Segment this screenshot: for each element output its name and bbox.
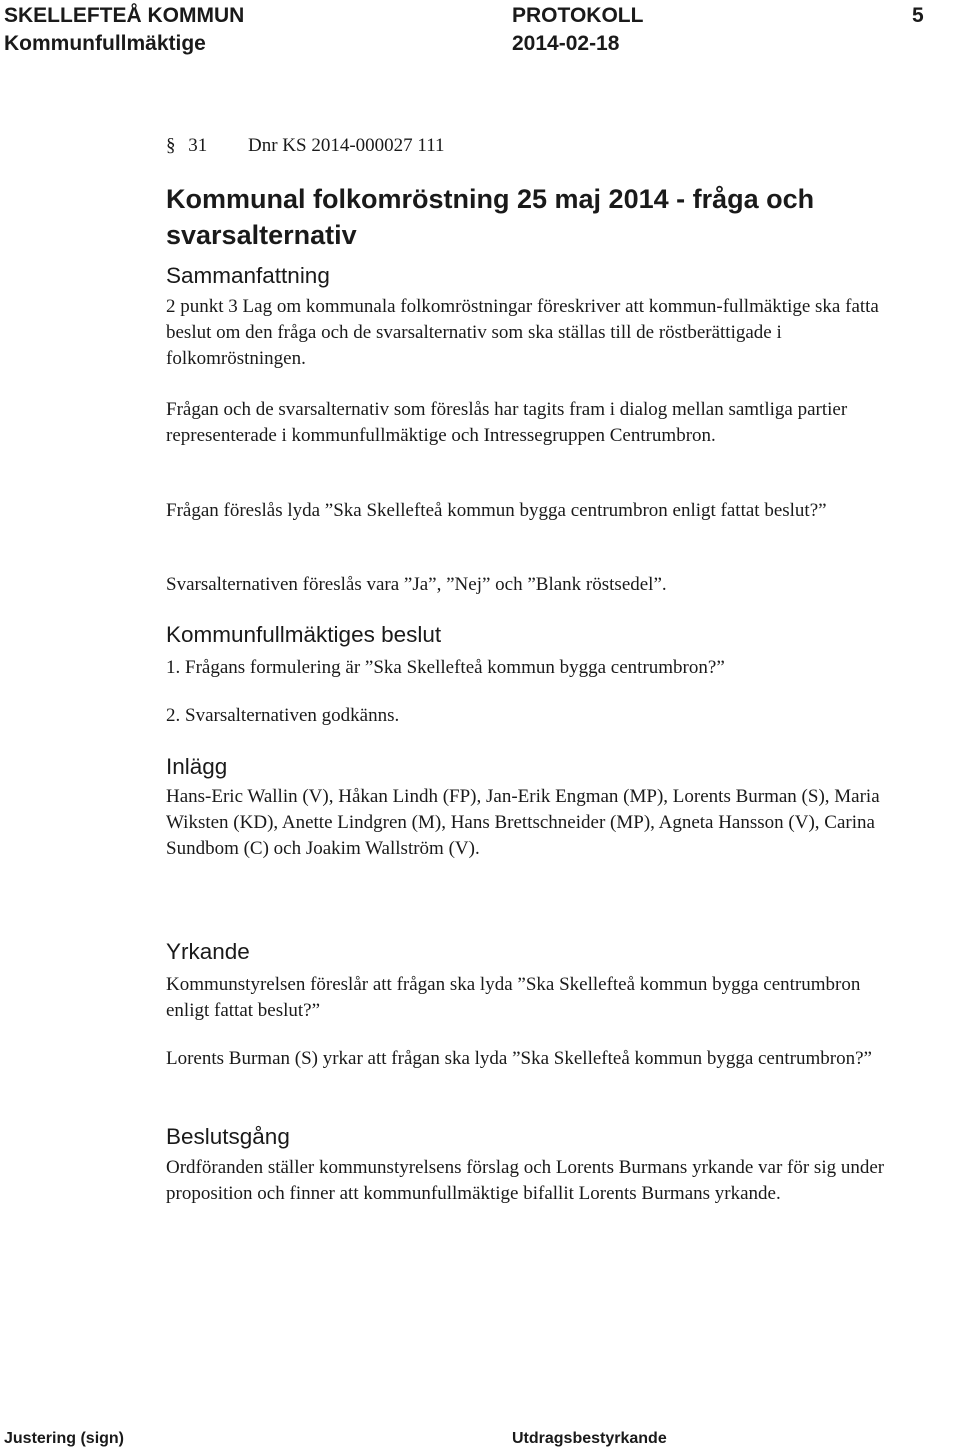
page-title: Kommunal folkomröstning 25 maj 2014 - fråga och svarsalternativ [166, 184, 815, 250]
header-doc-type: PROTOKOLL [512, 4, 644, 27]
summary-paragraph-4: Svarsalternativen föreslås vara ”Ja”, ”Nej” och ”Blank röstsedel”. [166, 574, 667, 595]
section-heading-sammanfattning: Sammanfattning [166, 263, 330, 288]
summary-paragraph-3: Frågan föreslås lyda ”Ska Skellefteå kommun bygga centrumbron enligt fattat beslut?” [166, 500, 827, 521]
footer-signature-label: Justering (sign) [4, 1430, 125, 1447]
header-org: SKELLEFTEÅ KOMMUN [4, 4, 245, 27]
motion-paragraph-2: Lorents Burman (S) yrkar att frågan ska lyda ”Ska Skellefteå kommun bygga centrumbron?” [166, 1048, 872, 1069]
speakers-paragraph: Hans-Eric Wallin (V), Håkan Lindh (FP), Jan-Erik Engman (MP), Lorents Burman (S), Maria Wiksten (KD), Anette Lindgren (M), Hans Brettschneider (MP), Agneta Hansson (V), Carina Sundbom (C) och Joakim Wallström (V). [166, 786, 880, 859]
case-reference [166, 133, 445, 159]
paragraph-number: 31 [188, 135, 208, 156]
section-heading-beslut: Kommunfullmäktiges beslut [166, 622, 442, 647]
section-heading-yrkande: Yrkande [166, 939, 250, 964]
motion-paragraph-1: Kommunstyrelsen föreslår att frågan ska lyda ”Ska Skellefteå kommun bygga centrumbron enligt fattat beslut?” [166, 974, 861, 1021]
decision-item-2: 2. Svarsalternativen godkänns. [166, 705, 400, 726]
footer-certification-label: Utdragsbestyrkande [512, 1430, 667, 1447]
procedure-paragraph: Ordföranden ställer kommunstyrelsens förslag och Lorents Burmans yrkande var för sig under proposition och finner att kommunfullmäktige bifallit Lorents Burmans yrkande. [166, 1157, 885, 1204]
paragraph-symbol: § [166, 135, 176, 156]
summary-paragraph-1: 2 punkt 3 Lag om kommunala folkomröstningar föreskriver att kommun-fullmäktige ska fatta beslut om den fråga och de svarsalternativ som ska ställas till de röstberättigade i folkomröstningen. [166, 296, 879, 369]
page-number: 5 [912, 4, 924, 27]
section-heading-inlagg: Inlägg [166, 754, 228, 779]
decision-item-1: 1. Frågans formulering är ”Ska Skellefteå kommun bygga centrumbron?” [166, 657, 725, 678]
section-heading-beslutsgang: Beslutsgång [166, 1124, 290, 1149]
dnr: Dnr KS 2014-000027 111 [248, 135, 445, 156]
header-date: 2014-02-18 [512, 32, 620, 55]
header-body: Kommunfullmäktige [4, 32, 206, 55]
summary-paragraph-2: Frågan och de svarsalternativ som föreslås har tagits fram i dialog mellan samtliga partier representerade i kommunfullmäktige och Intressegruppen Centrumbron. [166, 399, 848, 446]
